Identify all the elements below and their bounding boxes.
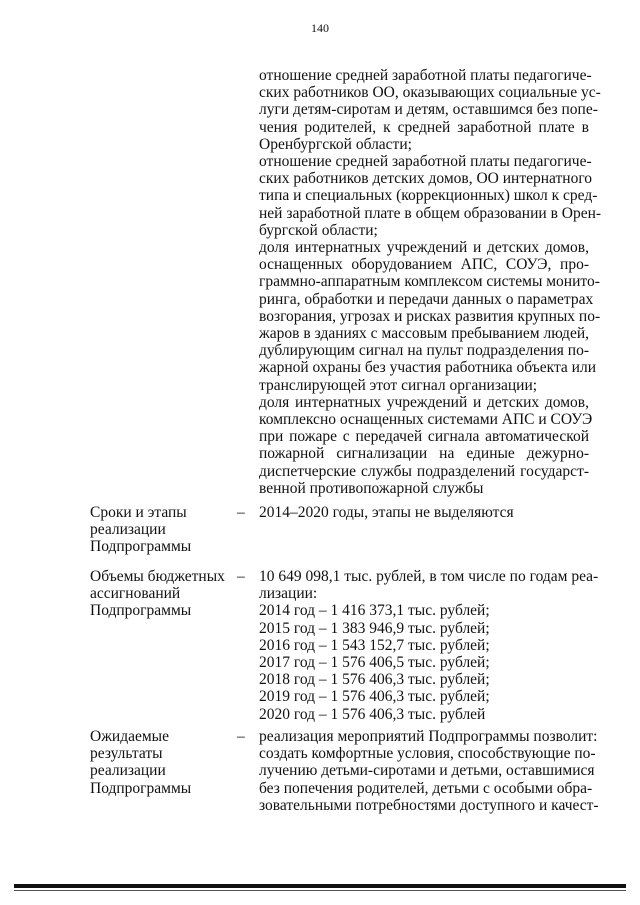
row-content-line: создать комфортные условия, способствующие по-	[259, 745, 596, 763]
intro-line: ских работников ОО, оказывающих социальные ус-	[259, 84, 601, 102]
row-label-results	[90, 728, 240, 797]
row-label-line: ассигнований	[90, 585, 181, 603]
intro-line: отношение средней заработной платы педагогиче-	[259, 67, 592, 84]
intro-line: граммно-аппаратным комплексом системы монито-	[259, 273, 600, 291]
row-content-line: 2014–2020 годы, этапы не выделяются	[259, 504, 514, 521]
intro-line: возгорания, угрозах и рисках развития крупных по-	[259, 307, 601, 325]
intro-line: транслирующей этот сигнал организации;	[259, 376, 538, 394]
row-label-line: Сроки и этапы	[90, 504, 187, 521]
row-dash: –	[237, 728, 245, 745]
bottom-rule-thin	[14, 890, 626, 891]
intro-line: ских работников детских домов, ОО интернатного	[259, 170, 593, 188]
intro-line: жарной охраны без участия работника объекта или	[259, 359, 596, 377]
intro-line: ней заработной плате в общем образовании в Орен-	[259, 204, 602, 222]
intro-line: жаров в зданиях с массовым пребыванием людей,	[259, 325, 589, 343]
row-content-line: без попечения родителей, детьми с особыми обра-	[259, 779, 593, 797]
row-dash: –	[237, 504, 245, 521]
row-label-line: Подпрограммы	[90, 602, 192, 620]
row-content-line: 2015 год – 1 383 946,9 тыс. рублей;	[259, 619, 490, 637]
row-content-line: 2014 год – 1 416 373,1 тыс. рублей;	[259, 602, 490, 620]
intro-line: доля интернатных учреждений и детских домов,	[259, 393, 589, 411]
intro-line: дублирующим сигнал на пульт подразделения по-	[259, 342, 589, 360]
intro-line: комплексно оснащенных системами АПС и СОУЭ	[259, 411, 593, 429]
bottom-rule	[14, 884, 626, 888]
row-content-line: 2017 год – 1 576 406,5 тыс. рублей;	[259, 654, 490, 672]
row-content-line: лизации:	[259, 585, 318, 603]
intro-line: ринга, обработки и передачи данных о параметрах	[259, 290, 594, 308]
intro-line: оснащенных оборудованием АПС, СОУЭ, про-	[259, 256, 589, 274]
intro-line: Оренбургской области;	[259, 135, 412, 153]
row-label-line: результаты	[90, 745, 163, 763]
intro-line: диспетчерские службы подразделений государст-	[259, 462, 589, 480]
intro-line: луги детям-сиротам и детям, оставшимся без попе-	[259, 101, 598, 119]
intro-text	[259, 67, 602, 497]
row-label-line: Объемы бюджетных	[90, 568, 225, 585]
row-label-line: Подпрограммы	[90, 779, 192, 797]
row-content-line: 10 649 098,1 тыс. рублей, в том числе по годам реа-	[259, 568, 599, 585]
row-label-line: реализации	[90, 762, 166, 780]
row-content-results	[259, 728, 599, 814]
intro-line: пожарной сигнализации на единые дежурно-	[259, 445, 589, 463]
row-content-budget	[259, 568, 599, 723]
intro-line: чения родителей, к средней заработной плате в	[259, 118, 589, 136]
row-content-line: 2018 год – 1 576 406,3 тыс. рублей;	[259, 671, 490, 689]
row-dash: –	[237, 568, 245, 585]
intro-line: типа и специальных (коррекционных) школ к сред-	[259, 187, 598, 205]
intro-line: при пожаре с передачей сигнала автоматической	[259, 428, 589, 446]
page-number: 140	[311, 21, 329, 35]
row-label-line: Ожидаемые	[90, 728, 169, 745]
row-label-line: реализации	[90, 521, 166, 539]
intro-line: отношение средней заработной платы педагогиче-	[259, 153, 592, 171]
row-label-timeline	[90, 504, 240, 556]
intro-line: венной противопожарной службы	[259, 479, 484, 497]
row-content-line: 2020 год – 1 576 406,3 тыс. рублей	[259, 705, 486, 723]
row-label-line: Подпрограммы	[90, 538, 192, 556]
row-content-line: лучению детьми-сиротами и детьми, оставшимися	[259, 762, 595, 780]
row-content-line: зовательными потребностями доступного и качест-	[259, 796, 599, 814]
row-content-timeline	[259, 504, 589, 521]
row-label-budget	[90, 568, 240, 620]
intro-line: доля интернатных учреждений и детских домов,	[259, 239, 589, 257]
row-content-line: 2016 год – 1 543 152,7 тыс. рублей;	[259, 636, 490, 654]
row-content-line: реализация мероприятий Подпрограммы позволит:	[259, 728, 598, 745]
row-content-line: 2019 год – 1 576 406,3 тыс. рублей;	[259, 688, 490, 706]
intro-line: бургской области;	[259, 221, 378, 239]
